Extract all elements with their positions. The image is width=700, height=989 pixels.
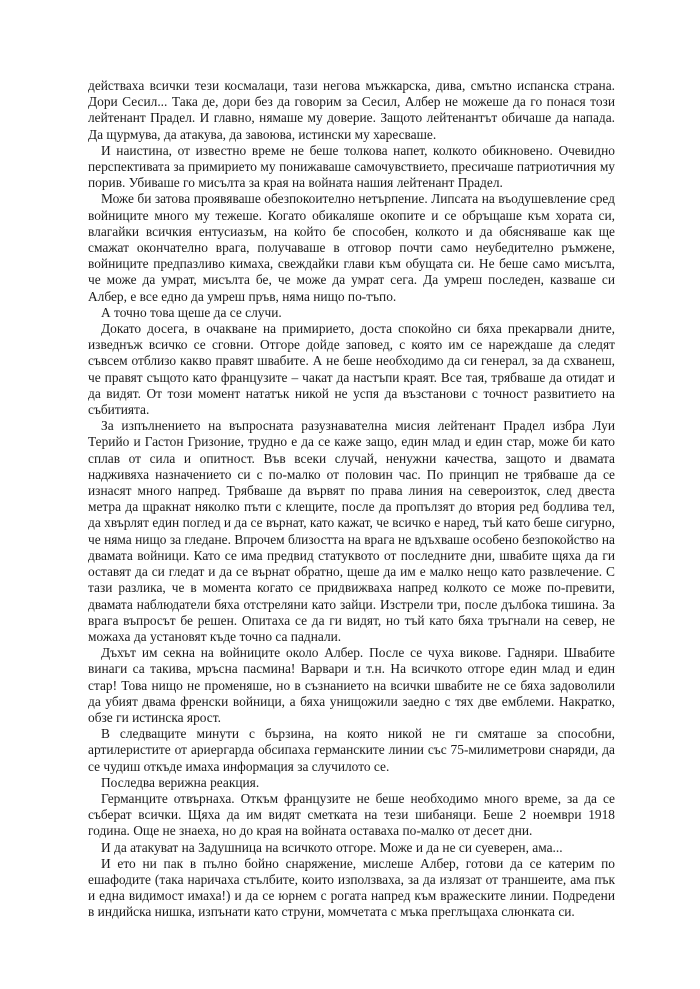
paragraph: Дъхът им секна на войниците около Албер. После се чуха викове. Гадняри. Швабите винаги са такива, мръсна пасмина! Варвари и т.н. На всичкото отгоре един млад и един стар! Това нищо не променяше, но в съзнанието на всички швабите не се бяха задоволили да убият двама френски войници, а бяха унищожили заедно с тях две емблеми. Накратко, обзе ги истинска ярост. — [88, 645, 615, 725]
paragraph: действаха всички тези космалаци, тази негова мъжкарска, дива, смътно испанска страна. Дори Сесил... Така де, дори без да говорим за Сесил, Албер не можеше да го понася този лейтенант Прадел. И главно, нямаше му доверие. Защото лейтенантът обичаше да напада. Да щурмува, да атакува, да завоюва, истински му харесваше. — [88, 78, 615, 142]
paragraph: За изпълнението на въпросната разузнавателна мисия лейтенант Прадел избра Луи Терийо и Гастон Гризоние, трудно е да се каже защо, един млад и един стар, може би като сплав от сила и опитност. Във всеки случай, ненужни качества, защото и двамата надживяха назначението си с по-малко от половин час. По принцип не трябваше да се изнасят много напред. Трябваше да вървят по права линия на североизток, след двеста метра да щракнат няколко пъти с клещите, после да пропълзят до втория ред бодлива тел, да хвърлят един поглед и да се върнат, като кажат, че всичко е наред, тъй като беше сигурно, че няма нищо за гледане. Впрочем близостта на врага не вдъхваше особено безпокойство на двамата войници. Като се има предвид статуквото от последните дни, швабите щяха да ги оставят да си гледат и да се върнат обратно, щеше да им е малко нещо като развлечение. С тази разлика, че в момента когато се придвижваха напред колкото се може по-превити, двамата наблюдатели бяха отстреляни като зайци. Изстрели три, после дълбока тишина. За врага въпросът бе решен. Опитаха се да ги видят, но тъй като бяха тръгнали на север, не можаха да установят къде точно са паднали. — [88, 418, 615, 644]
paragraph: И наистина, от известно време не беше толкова напет, колкото обикновено. Очевидно перспективата за примирието му понижаваше самочувствието, пресичаше патриотичния му порив. Убиваше го мисълта за края на войната нашия лейтенант Прадел. — [88, 142, 615, 191]
paragraph: Последва верижна реакция. — [101, 774, 260, 790]
paragraph: И да атакуват на Задушница на всичкото отгоре. Може и да не си суеверен, ама... — [101, 839, 563, 855]
paragraph: И ето ни пак в пълно бойно снаряжение, мислеше Албер, готови да се катерим по ешафодите (така наричаха стълбите, които използваха, за да излязат от траншеите, ама пък и една видимост имаха!) и да се юрнем с рогата напред към вражеските линии. Подредени в индийска нишка, изпънати като струни, момчетата с мъка преглъщаха слюнката си. — [88, 855, 615, 920]
paragraph: Може би затова проявяваше обезпокоително нетърпение. Липсата на въодушевление сред войниците много му тежеше. Когато обикаляше окопите и се обръщаше към хората си, влагайки всичкия ентусиазъм, на който бе способен, колкото и да обясняваше как ще смажат окончателно врага, получаваше в отговор почти само неубедително ръмжене, войниците предпазливо кимаха, свеждайки глави към обущата си. Не беше само мисълта, че може да умрат, мисълта бе, че може да умрат сега. Да умреш последен, казваше си Албер, е все едно да умреш пръв, няма нищо по-тъпо. — [88, 191, 615, 304]
body-text — [88, 78, 615, 921]
paragraph: Докато досега, в очакване на примирието, доста спокойно си бяха прекарвали дните, изведнъж всичко се сговни. Отгоре дойде заповед, с която им се нареждаше да следят съвсем отблизо какво правят швабите. А не беше необходимо да си генерал, за да схванеш, че правят същото като французите – чакат да настъпи краят. Все тая, трябваше да отидат и да видят. От този момент нататък никой не успя да възстанови с точност развитието на събитията. — [88, 321, 615, 418]
paragraph: Германците отвърнаха. Откъм французите не беше необходимо много време, за да се съберат всички. Щяха да им видят сметката на тези шибаняци. Беше 2 ноември 1918 година. Още не знаеха, но до края на войната оставаха по-малко от десет дни. — [88, 790, 615, 839]
paragraph: В следващите минути с бързина, на която никой не ги смяташе за способни, артилеристите от ариергарда обсипаха германските линии със 75-милиметрови снаряди, да се чудиш откъде имаха информация за случилото се. — [88, 726, 615, 774]
paragraph: А точно това щеше да се случи. — [101, 304, 282, 320]
